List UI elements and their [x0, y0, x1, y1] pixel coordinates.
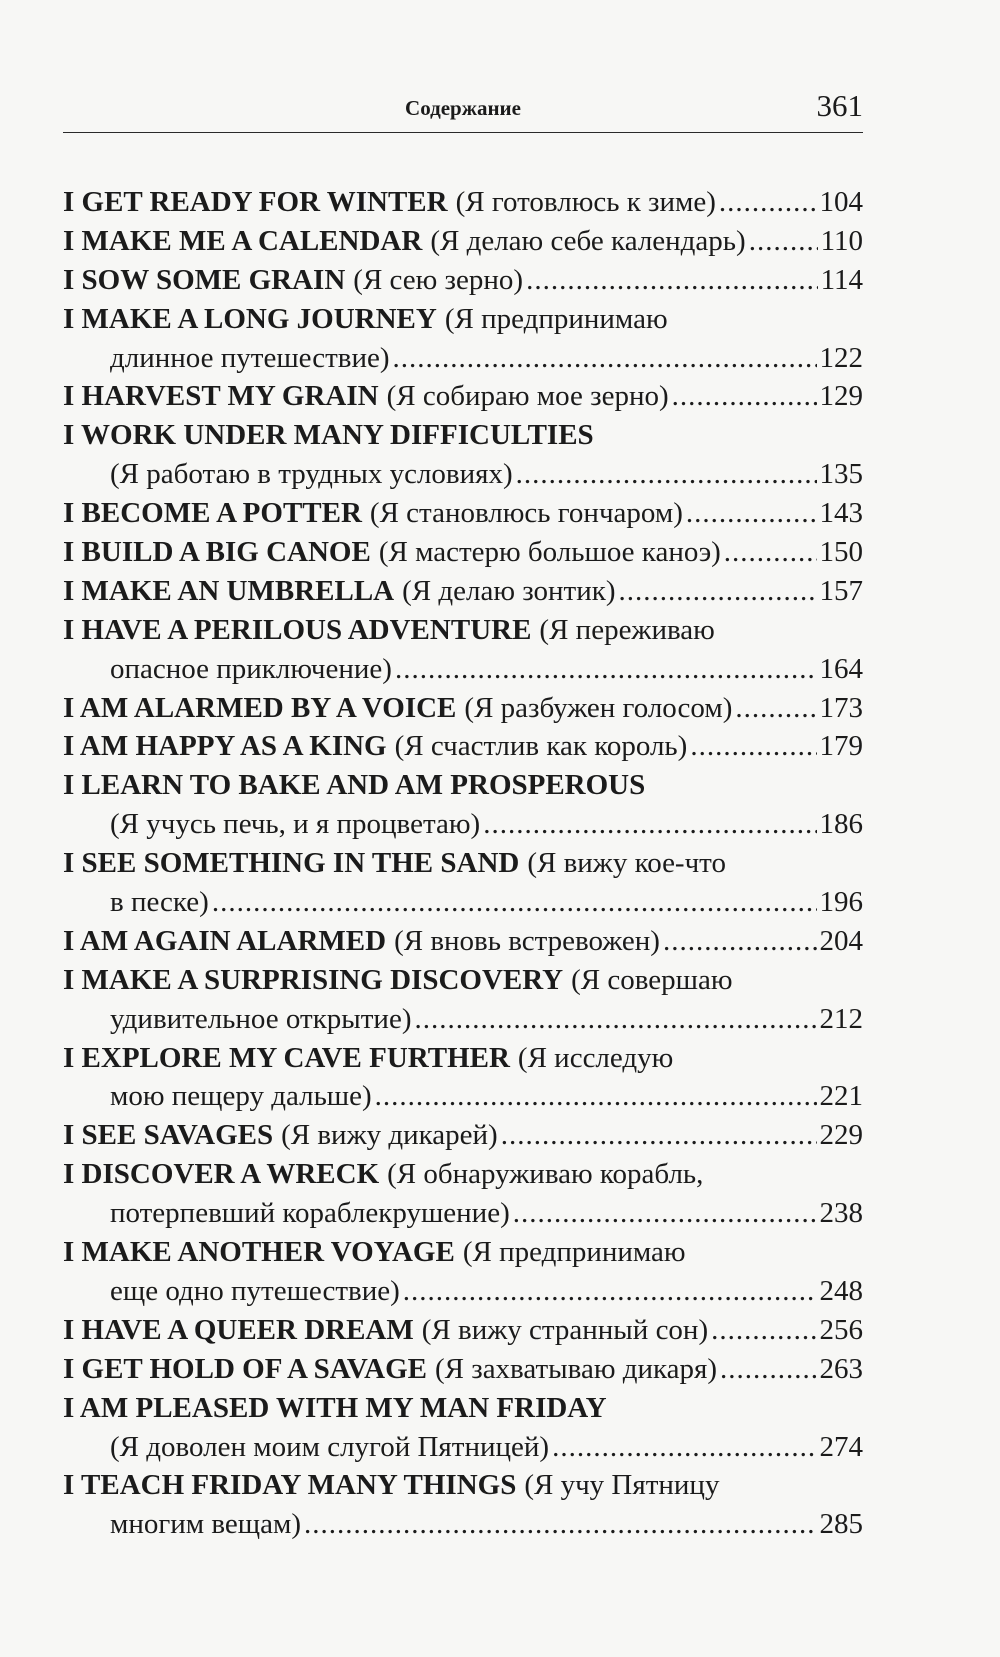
toc-entry-page: 150: [819, 536, 863, 569]
toc-entry-continuation: [63, 1272, 863, 1311]
toc-entry-page: 110: [820, 224, 863, 257]
table-of-contents: [63, 183, 863, 1544]
dot-leader: [672, 377, 817, 416]
toc-entry-translation: (Я доволен моим слугой Пятницей): [110, 1430, 550, 1463]
dot-leader: [720, 1350, 816, 1389]
toc-entry: [63, 611, 863, 650]
toc-entry-translation: (Я учусь печь, и я процветаю): [110, 808, 481, 841]
toc-entry-continuation: [63, 455, 863, 494]
toc-entry-page: 274: [819, 1430, 863, 1463]
toc-entry-translation: удивительное открытие): [110, 1002, 412, 1035]
toc-entry: [63, 922, 863, 961]
toc-entry: [63, 572, 863, 611]
toc-entry-page: 114: [820, 263, 863, 296]
dot-leader: [414, 1000, 816, 1039]
toc-entry-continuation: [63, 1077, 863, 1116]
toc-entry-translation: (Я вновь встревожен): [394, 924, 660, 957]
toc-entry-translation: (Я разбужен голосом): [464, 691, 733, 724]
toc-entry-title: I SOW SOME GRAIN: [63, 263, 346, 296]
toc-entry-translation: опасное приключение): [110, 652, 392, 685]
toc-entry-translation: длинное путешествие): [110, 341, 390, 374]
dot-leader: [304, 1505, 817, 1544]
toc-entry: [63, 1311, 863, 1350]
toc-entry-title: I EXPLORE MY CAVE FURTHER: [63, 1041, 510, 1074]
toc-entry-continuation: [63, 1505, 863, 1544]
toc-entry-translation: потерпевший кораблекрушение): [110, 1197, 510, 1230]
toc-entry-title: I HAVE A QUEER DREAM: [63, 1313, 414, 1346]
toc-entry-title: I MAKE ME A CALENDAR: [63, 224, 423, 257]
toc-entry-page: 263: [819, 1352, 863, 1385]
toc-entry-continuation: [63, 1000, 863, 1039]
toc-entry-title: I AM ALARMED BY A VOICE: [63, 691, 457, 724]
dot-leader: [711, 1311, 816, 1350]
toc-entry-page: 179: [819, 730, 863, 763]
page-number: 361: [816, 88, 863, 123]
toc-entry-page: 129: [819, 380, 863, 413]
toc-entry-page: 143: [819, 497, 863, 530]
toc-entry-title: I MAKE A SURPRISING DISCOVERY: [63, 963, 564, 996]
toc-entry-continuation: [63, 1194, 863, 1233]
dot-leader: [735, 689, 816, 728]
dot-leader: [375, 1077, 817, 1116]
toc-entry-page: 285: [819, 1508, 863, 1541]
dot-leader: [403, 1272, 817, 1311]
toc-entry-translation: (Я готовлюсь к зиме): [455, 186, 716, 218]
toc-entry-page: 186: [819, 808, 863, 841]
toc-entry: [63, 533, 863, 572]
toc-entry-title: I TEACH FRIDAY MANY THINGS: [63, 1469, 517, 1502]
toc-entry-page: 221: [819, 1080, 863, 1113]
toc-entry-translation: мою пещеру дальше): [110, 1080, 372, 1113]
toc-entry: [63, 844, 863, 883]
toc-entry-title: I HAVE A PERILOUS ADVENTURE: [63, 613, 532, 646]
toc-entry: [63, 494, 863, 533]
toc-entry-page: 229: [819, 1119, 863, 1152]
toc-entry-title: I MAKE ANOTHER VOYAGE: [63, 1236, 455, 1269]
toc-entry-title: I AM AGAIN ALARMED: [63, 924, 387, 957]
toc-entry: [63, 766, 863, 805]
toc-entry-page: 248: [819, 1274, 863, 1307]
toc-entry-title: I SEE SAVAGES: [63, 1119, 274, 1152]
toc-entry-page: 238: [819, 1197, 863, 1230]
dot-leader: [552, 1428, 816, 1467]
toc-entry: [63, 261, 863, 300]
toc-entry-title: I HARVEST MY GRAIN: [63, 380, 379, 413]
toc-entry-title: I DISCOVER A WRECK: [63, 1158, 380, 1191]
toc-entry-page: 204: [819, 924, 863, 957]
toc-entry-page: 157: [819, 574, 863, 607]
toc-entry-translation: (Я вижу странный сон): [421, 1313, 709, 1346]
dot-leader: [719, 183, 817, 222]
dot-leader: [395, 650, 817, 689]
toc-entry-translation: (Я делаю зонтик): [402, 574, 616, 607]
dot-leader: [663, 922, 817, 961]
toc-entry-translation: (Я вижу дикарей): [281, 1119, 498, 1152]
toc-entry-continuation: [63, 339, 863, 378]
toc-entry-translation: (Я работаю в трудных условиях): [110, 458, 513, 491]
toc-entry: [63, 1155, 863, 1194]
toc-entry: [63, 1350, 863, 1389]
toc-entry-title: I AM HAPPY AS A KING: [63, 730, 387, 763]
dot-leader: [483, 805, 816, 844]
toc-entry-translation: еще одно путешествие): [110, 1274, 400, 1307]
dot-leader: [686, 494, 817, 533]
toc-entry-page: 196: [819, 886, 863, 919]
toc-entry-translation: (Я предпринимаю: [444, 302, 668, 335]
toc-entry-title: I MAKE A LONG JOURNEY: [63, 302, 437, 335]
toc-entry: [63, 300, 863, 339]
toc-entry: [63, 961, 863, 1000]
toc-entry-translation: (Я исследую: [517, 1041, 674, 1074]
toc-entry-translation: (Я совершаю: [571, 963, 733, 996]
toc-entry-title: I GET HOLD OF A SAVAGE: [63, 1352, 427, 1385]
dot-leader: [619, 572, 817, 611]
toc-entry-translation: (Я сею зерно): [353, 263, 524, 296]
running-header: [63, 88, 863, 133]
toc-entry-title: I BECOME A POTTER: [63, 497, 362, 530]
toc-entry-page: 122: [819, 341, 863, 374]
toc-entry-translation: (Я захватываю дикаря): [434, 1352, 718, 1385]
page-title: Содержание: [405, 96, 521, 120]
dot-leader: [513, 1194, 817, 1233]
toc-entry-continuation: [63, 650, 863, 689]
toc-entry-page: 173: [819, 691, 863, 724]
dot-leader: [393, 339, 817, 378]
dot-leader: [749, 222, 818, 261]
toc-entry: [63, 222, 863, 261]
toc-entry: [63, 1116, 863, 1155]
dot-leader: [212, 883, 817, 922]
toc-entry-continuation: [63, 805, 863, 844]
toc-entry-translation: (Я счастлив как король): [394, 730, 688, 763]
toc-entry-page: 135: [819, 458, 863, 491]
toc-entry: [63, 183, 863, 222]
toc-entry-translation: (Я делаю себе календарь): [430, 224, 746, 257]
dot-leader: [501, 1116, 817, 1155]
toc-entry-title: I SEE SOMETHING IN THE SAND: [63, 847, 520, 880]
toc-entry-title: I GET READY FOR WINTER: [63, 186, 448, 218]
toc-entry-translation: (Я предпринимаю: [462, 1236, 686, 1269]
toc-entry-translation: в песке): [110, 886, 209, 919]
toc-entry-page: 256: [819, 1313, 863, 1346]
dot-leader: [516, 455, 817, 494]
toc-entry: [63, 689, 863, 728]
toc-entry-translation: (Я собираю мое зерно): [386, 380, 669, 413]
toc-entry: [63, 377, 863, 416]
toc-entry-title: I AM PLEASED WITH MY MAN FRIDAY: [63, 1391, 607, 1424]
toc-entry: [63, 1466, 863, 1505]
toc-entry-continuation: [63, 883, 863, 922]
toc-entry-title: I BUILD A BIG CANOE: [63, 536, 371, 569]
dot-leader: [690, 727, 816, 766]
toc-entry-translation: (Я становлюсь гончаром): [369, 497, 683, 530]
dot-leader: [724, 533, 817, 572]
toc-entry-translation: (Я вижу кое-что: [527, 847, 726, 880]
toc-entry-title: I MAKE AN UMBRELLA: [63, 574, 395, 607]
toc-entry: [63, 1039, 863, 1078]
toc-entry-translation: (Я переживаю: [539, 613, 715, 646]
toc-entry-page: 212: [819, 1002, 863, 1035]
toc-entry-page: 164: [819, 652, 863, 685]
toc-entry-translation: (Я обнаруживаю корабль,: [387, 1158, 704, 1191]
toc-entry-continuation: [63, 1428, 863, 1467]
toc-entry-translation: (Я учу Пятницу: [524, 1469, 720, 1502]
toc-entry-translation: многим вещам): [110, 1508, 301, 1541]
toc-entry: [63, 416, 863, 455]
toc-entry-page: 104: [819, 186, 863, 218]
toc-entry: [63, 1233, 863, 1272]
toc-entry: [63, 1389, 863, 1428]
toc-entry-title: I LEARN TO BAKE AND AM PROSPEROUS: [63, 769, 646, 802]
dot-leader: [526, 261, 818, 300]
toc-entry: [63, 727, 863, 766]
toc-entry-title: I WORK UNDER MANY DIFFICULTIES: [63, 419, 594, 452]
toc-entry-translation: (Я мастерю большое каноэ): [378, 536, 721, 569]
